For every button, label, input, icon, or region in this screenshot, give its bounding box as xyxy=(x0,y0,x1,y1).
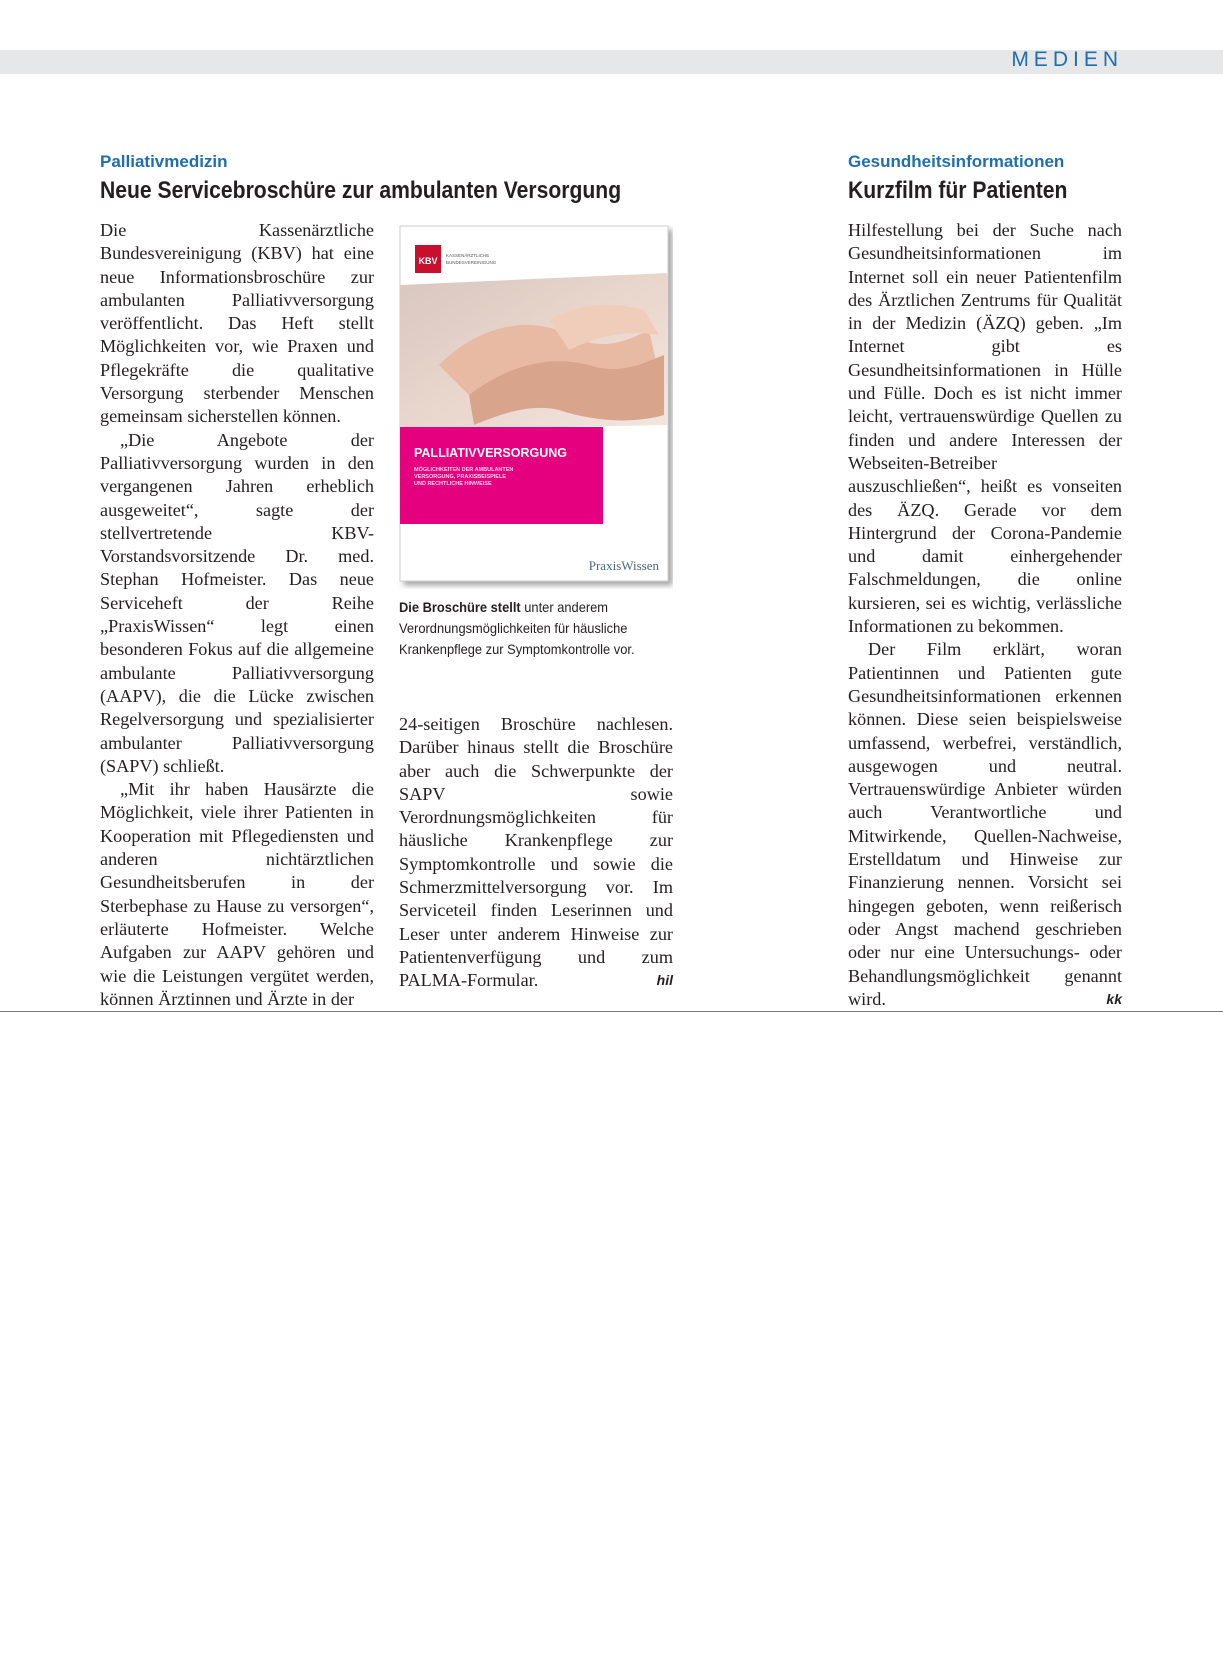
article1-column1 xyxy=(100,219,374,1011)
article1-paragraph: „Mit ihr haben Hausärzte die Möglichkeit, viele ihrer Patienten in Kooperation mit Pflegediensten und anderen nichtärztlichen Gesundheitsberufen in der Sterbephase zu Hause zu versorgen“, erläuterte Hofmeister. Welche Aufgaben zur AAPV gehören und wie die Leistungen vergütet werden, können Ärztinnen und Ärzte in der xyxy=(100,779,374,1009)
svg-text:VERSORGUNG, PRAXISBEISPIELE: VERSORGUNG, PRAXISBEISPIELE xyxy=(414,474,506,480)
article1-paragraph: Die Kassenärztliche Bundesvereinigung (KBV) hat eine neue Informationsbroschüre zur ambulanten Palliativversorgung veröffentlicht. Das Heft stellt Möglichkeiten vor, wie Praxen und Pflegekräfte die qualitative Versorgung sterbender Menschen gemeinsam sicherstellen können. xyxy=(100,220,374,427)
section-label: MEDIEN xyxy=(1011,48,1123,71)
svg-text:PALLIATIVVERSORGUNG: PALLIATIVVERSORGUNG xyxy=(414,446,568,460)
caption-bold: Die Broschüre stellt xyxy=(399,599,521,615)
article1-headline: Neue Servicebroschüre zur ambulanten Versorgung xyxy=(100,177,622,204)
svg-text:UND RECHTLICHE HINWEISE: UND RECHTLICHE HINWEISE xyxy=(414,481,492,487)
article2-headline: Kurzfilm für Patienten xyxy=(848,177,1068,204)
article2-paragraph: Hilfestellung bei der Suche nach Gesundheitsinformationen im Internet soll ein neuer Patientenfilm des Ärztlichen Zentrums für Qualität in der Medizin (ÄZQ) geben. „Im Internet gibt es Gesundheitsinformationen in Hülle und Fülle. Doch es ist nicht immer leicht, vertrauenswürdige Quellen zu finden und andere Interessen der Webseiten-Betreiber auszuschließen“, heißt es vonseiten des ÄZQ. Gerade vor dem Hintergrund der Corona-Pandemie und damit einhergehender Falschmeldungen, die online kursieren, sei es wichtig, verlässliche Informationen zu bekommen. xyxy=(848,220,1122,637)
svg-text:PraxisWissen: PraxisWissen xyxy=(588,558,659,573)
article1-paragraph: 24-seitigen Broschüre nachlesen. Darüber hinaus stellt die Broschüre aber auch die Schwerpunkte der SAPV sowie Verordnungsmöglichkeiten für häusliche Krankenpflege zur Symptomkontrolle und sowie die Schmerzmittelversorgung vor. Im Serviceteil finden Leserinnen und Leser unter anderem Hinweise zur Patientenverfügung und zum PALMA-Formular. hil xyxy=(399,713,673,993)
bottom-rule xyxy=(0,1011,1223,1012)
svg-text:BUNDESVEREINIGUNG: BUNDESVEREINIGUNG xyxy=(446,260,497,265)
brochure-cover-image xyxy=(399,225,673,589)
article1-column2 xyxy=(399,713,673,993)
svg-text:KBV: KBV xyxy=(418,256,438,266)
svg-text:MÖGLICHKEITEN DER AMBULANTEN: MÖGLICHKEITEN DER AMBULANTEN xyxy=(414,467,514,473)
article1-paragraph: „Die Angebote der Palliativversorgung wurden in den vergangenen Jahren erheblich ausgeweitet“, sagte der stellvertretende KBV-Vorstandsvorsitzende Dr. med. Stephan Hofmeister. Das neue Serviceheft der Reihe „PraxisWissen“ legt einen besonderen Fokus auf die allgemeine ambulante Palliativversorgung (AAPV), die die Lücke zwischen Regelversorgung und spezialisierter ambulanter Palliativversorgung (SAPV) schließt. xyxy=(100,429,374,776)
article2-paragraph: Der Film erklärt, woran Patientinnen und Patienten gute Gesundheitsinformationen erkennen können. Diese seien beispielsweise umfassend, werbefrei, verständlich, ausgewogen und neutral. Vertrauenswürdige Anbieter würden auch Verantwortliche und Mitwirkende, Quellen-Nachweise, Erstelldatum und Hinweise zur Finanzierung nennen. Vorsicht sei hingegen geboten, wenn reißerisch oder Angst machend geschrieben oder nur eine Untersuchungs- oder Behandlungsmöglichkeit genannt wird. kk xyxy=(848,638,1122,1011)
article2-kicker: Gesundheitsinformationen xyxy=(848,152,1065,171)
article1-kicker: Palliativmedizin xyxy=(100,152,228,171)
caption-text: unter anderem Verordnungsmöglichkeiten für häusliche Krankenpflege zur Symptomkontrolle vor. xyxy=(399,599,635,657)
image-caption xyxy=(399,597,652,660)
article2-column xyxy=(848,219,1122,1011)
article2-signature: kk xyxy=(1106,990,1122,1007)
svg-text:KASSENÄRZTLICHE: KASSENÄRZTLICHE xyxy=(446,253,490,258)
article1-signature: hil xyxy=(656,972,673,989)
